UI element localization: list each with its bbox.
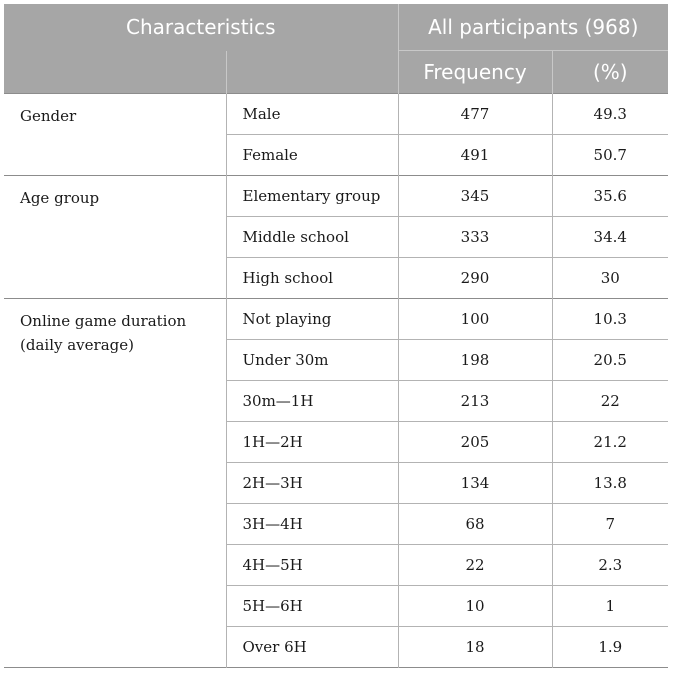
row-frequency: 477 <box>398 94 552 135</box>
row-frequency: 100 <box>398 299 552 340</box>
row-percent: 10.3 <box>552 299 668 340</box>
row-label: 2H—3H <box>226 463 398 504</box>
row-label: 3H—4H <box>226 504 398 545</box>
row-frequency: 10 <box>398 586 552 627</box>
participants-table <box>4 4 668 668</box>
row-label: High school <box>226 258 398 299</box>
header-frequency: Frequency <box>398 51 552 94</box>
row-percent: 2.3 <box>552 545 668 586</box>
table-header <box>4 4 668 94</box>
row-label: 1H—2H <box>226 422 398 463</box>
header-characteristics: Characteristics <box>4 4 398 51</box>
row-percent: 21.2 <box>552 422 668 463</box>
row-frequency: 345 <box>398 176 552 217</box>
table-row <box>4 94 668 135</box>
row-frequency: 205 <box>398 422 552 463</box>
header-blank-1 <box>4 51 226 94</box>
header-all-participants: All participants (968) <box>398 4 668 51</box>
row-label: Female <box>226 135 398 176</box>
group-label-gender: Gender <box>4 94 226 176</box>
row-label: Not playing <box>226 299 398 340</box>
row-label: Over 6H <box>226 627 398 668</box>
row-frequency: 491 <box>398 135 552 176</box>
row-percent: 20.5 <box>552 340 668 381</box>
row-percent: 35.6 <box>552 176 668 217</box>
row-frequency: 290 <box>398 258 552 299</box>
header-blank-2 <box>226 51 398 94</box>
row-frequency: 22 <box>398 545 552 586</box>
row-frequency: 198 <box>398 340 552 381</box>
table-body <box>4 94 668 668</box>
row-percent: 1.9 <box>552 627 668 668</box>
table-row <box>4 299 668 340</box>
row-percent: 1 <box>552 586 668 627</box>
header-percent: (%) <box>552 51 668 94</box>
row-percent: 49.3 <box>552 94 668 135</box>
row-label: 30m—1H <box>226 381 398 422</box>
row-frequency: 333 <box>398 217 552 258</box>
row-percent: 22 <box>552 381 668 422</box>
row-frequency: 213 <box>398 381 552 422</box>
row-percent: 7 <box>552 504 668 545</box>
row-label: Middle school <box>226 217 398 258</box>
group-label-age: Age group <box>4 176 226 299</box>
row-percent: 13.8 <box>552 463 668 504</box>
row-frequency: 18 <box>398 627 552 668</box>
row-percent: 30 <box>552 258 668 299</box>
row-label: 5H—6H <box>226 586 398 627</box>
row-label: Male <box>226 94 398 135</box>
row-percent: 50.7 <box>552 135 668 176</box>
row-label: 4H—5H <box>226 545 398 586</box>
table-row <box>4 176 668 217</box>
row-label: Elementary group <box>226 176 398 217</box>
row-frequency: 68 <box>398 504 552 545</box>
row-frequency: 134 <box>398 463 552 504</box>
row-label: Under 30m <box>226 340 398 381</box>
row-percent: 34.4 <box>552 217 668 258</box>
group-label-online-game: Online game duration (daily average) <box>4 299 226 668</box>
